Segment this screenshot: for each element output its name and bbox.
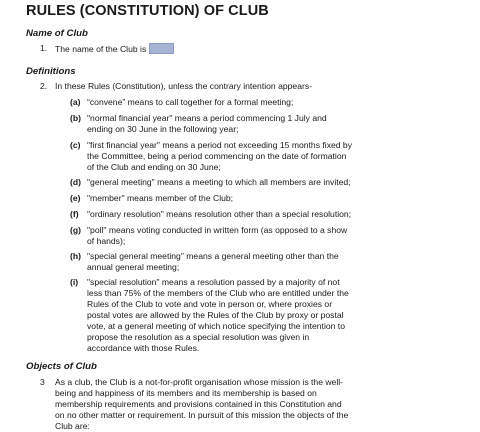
- definition-text: [87, 209, 407, 220]
- definition-label: (a): [70, 97, 81, 107]
- definition-text: [87, 193, 407, 204]
- definition-text: [87, 277, 407, 354]
- clause-text: In these Rules (Constitution), unless the contrary intention appears-: [55, 81, 312, 91]
- definition-text-line: “convene” means to call together for a formal meeting;: [87, 97, 294, 107]
- definition-text-line: accordance with those Rules.: [87, 343, 200, 353]
- definition-text-line: annual general meeting;: [87, 262, 180, 272]
- clause-text: [55, 43, 475, 55]
- definition-text: [87, 225, 407, 247]
- definition-text-line: vote, at a general meeting of which notice specifying the intention to: [87, 321, 345, 331]
- definition-text-line: the Committee, being a period commencing on the date of formation: [87, 151, 347, 161]
- definition-label: (b): [70, 113, 81, 123]
- definition-text-line: "general meeting" means a meeting to which all members are invited;: [87, 177, 351, 187]
- clause-text-line: on no other matter or requirement. In pursuit of this mission the objects of the: [55, 410, 349, 420]
- definition-label: (e): [70, 193, 81, 203]
- section-heading-name: Name of Club: [26, 28, 88, 39]
- definition-text-line: of the Club and ending on 30 June;: [87, 162, 221, 172]
- clause-number: 3: [40, 377, 45, 387]
- definition-text-line: "special general meeting" means a general meeting other than the: [87, 251, 339, 261]
- definition-text-line: of hands);: [87, 236, 126, 246]
- definition-text-line: ending on 30 June in the following year;: [87, 124, 239, 134]
- clause-text-line: Club are:: [55, 421, 90, 431]
- definition-text: [87, 113, 407, 135]
- definition-text-line: postal votes are allowed by the Rules of the Club by proxy or postal: [87, 310, 344, 320]
- clause-number: 2.: [40, 81, 48, 91]
- club-name-field[interactable]: [149, 43, 174, 54]
- definition-text-line: "member" means member of the Club;: [87, 193, 234, 203]
- clause-text-line: being and happiness of its members and its membership is based on: [55, 388, 317, 398]
- definition-text-line: "special resolution" means a resolution passed by a majority of not: [87, 277, 340, 287]
- definition-label: (i): [70, 277, 79, 287]
- document-title: RULES (CONSTITUTION) OF CLUB: [26, 3, 269, 19]
- definition-text-line: "normal financial year" means a period commencing 1 July and: [87, 113, 327, 123]
- definition-text: [87, 140, 407, 173]
- section-heading-definitions: Definitions: [26, 66, 76, 77]
- definition-label: (f): [70, 209, 79, 219]
- definition-label: (h): [70, 251, 81, 261]
- definition-text: [87, 251, 407, 273]
- clause-text: [55, 377, 462, 432]
- definition-text-line: "first financial year" means a period not exceeding 15 months fixed by: [87, 140, 353, 150]
- definition-label: (g): [70, 225, 81, 235]
- definition-text: [87, 177, 407, 188]
- definition-text-line: "poll" means voting conducted in written form (as opposed to a show: [87, 225, 348, 235]
- definition-label: (c): [70, 140, 81, 150]
- clause-number: 1.: [40, 43, 48, 53]
- definition-text-line: less than 75% of the members of the Club who are entitled under the: [87, 288, 349, 298]
- clause-text-line: As a club, the Club is a not-for-profit organisation whose mission is the well-: [55, 377, 344, 387]
- definition-text: [87, 97, 407, 108]
- club-name-label: The name of the Club is: [55, 44, 147, 54]
- definition-text-line: "ordinary resolution" means resolution other than a special resolution;: [87, 209, 352, 219]
- clause-text-line: membership requirements and provisions contained in this Constitution and: [55, 399, 342, 409]
- definition-label: (d): [70, 177, 81, 187]
- definition-text-line: propose the resolution as a special resolution was given in: [87, 332, 310, 342]
- definition-text-line: Rules of the Club to vote and vote in person or, where proxies or: [87, 299, 333, 309]
- section-heading-objects: Objects of Club: [26, 361, 97, 372]
